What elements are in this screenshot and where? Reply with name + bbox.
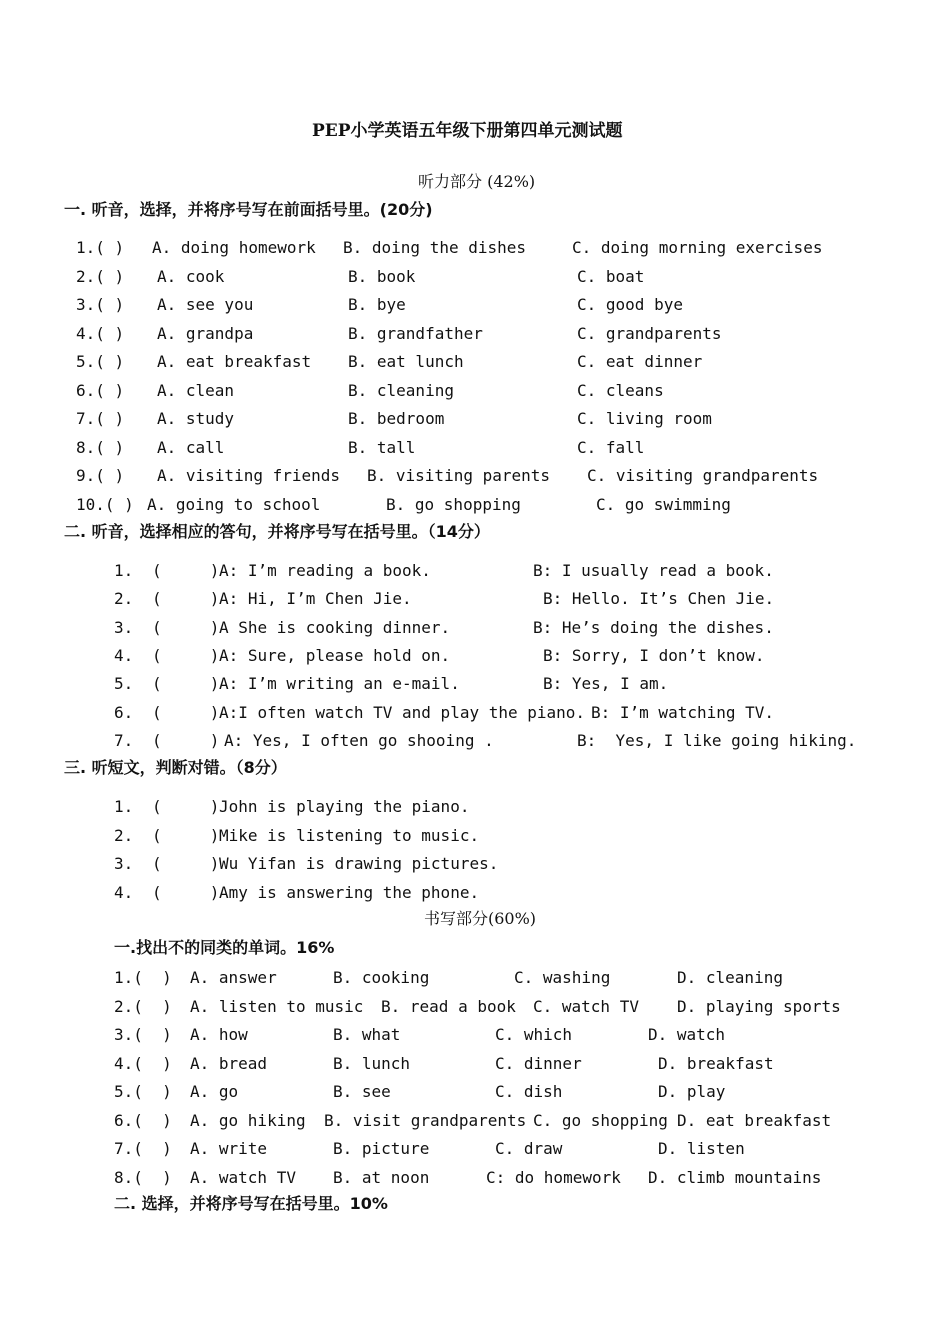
- option-d: D. playing sports: [677, 996, 841, 1016]
- question-number: 2.: [114, 825, 134, 845]
- option-a: A. watch TV: [190, 1167, 296, 1187]
- option-a: A. call: [157, 437, 225, 457]
- option-d: D. climb mountains: [648, 1167, 822, 1187]
- choice-a: A: I’m writing an e-mail.: [219, 674, 460, 694]
- choice-a: A She is cooking dinner.: [219, 617, 451, 637]
- option-a: A. see you: [157, 295, 254, 314]
- option-c: C. living room: [577, 409, 712, 428]
- option-a: A. how: [190, 1025, 248, 1044]
- option-c: C. go swimming: [596, 494, 731, 514]
- question-number: 6.( ): [114, 1110, 172, 1130]
- option-c: C. visiting grandparents: [587, 466, 819, 485]
- question-number: 2.( ): [114, 996, 172, 1016]
- option-b: B. cleaning: [348, 380, 454, 400]
- option-a: A. study: [157, 409, 235, 428]
- option-d: D. cleaning: [677, 968, 783, 987]
- option-b: B. what: [333, 1025, 401, 1044]
- answer-bracket: ( ): [152, 797, 220, 816]
- option-b: B. go shopping: [386, 494, 521, 514]
- option-a: A. go: [190, 1082, 239, 1101]
- question-number: 1.: [114, 797, 134, 816]
- option-a: A. visiting friends: [157, 466, 341, 485]
- listening-heading: 听力部分 (42%): [418, 172, 536, 191]
- option-d: D. watch: [648, 1025, 726, 1044]
- question-number: 7.( ): [76, 409, 125, 428]
- option-b: B. picture: [333, 1139, 430, 1158]
- question-number: 1.: [114, 561, 134, 580]
- option-a: A. cook: [157, 266, 225, 286]
- option-a: A. listen to music: [190, 996, 364, 1016]
- question-number: 6.( ): [76, 380, 125, 400]
- option-a: A. write: [190, 1139, 268, 1158]
- answer-bracket: ( ): [152, 730, 220, 750]
- option-c: C. washing: [514, 968, 611, 987]
- question-number: 4.: [114, 645, 134, 665]
- question-number: 4.( ): [76, 323, 125, 343]
- option-c: C. draw: [495, 1139, 563, 1158]
- option-a: A. clean: [157, 380, 235, 400]
- question-number: 3.( ): [114, 1025, 172, 1044]
- answer-bracket: ( ): [152, 702, 220, 722]
- question-number: 2.( ): [76, 266, 125, 286]
- option-b: B. visit grandparents: [324, 1110, 527, 1130]
- option-c: C. doing morning exercises: [572, 238, 823, 257]
- choice-a: A: Yes, I often go shooing .: [224, 730, 494, 750]
- section-1-heading: 一. 听音，选择，并将序号写在前面括号里。(20分): [64, 200, 433, 219]
- answer-bracket: ( ): [152, 882, 220, 902]
- choice-a: A:I often watch TV and play the piano.: [219, 702, 586, 722]
- option-b: B. cooking: [333, 968, 430, 987]
- option-a: A. eat breakfast: [157, 352, 312, 371]
- option-a: A. doing homework: [152, 238, 316, 257]
- question-number: 8.( ): [76, 437, 125, 457]
- option-c: C. good bye: [577, 295, 683, 314]
- option-a: A. answer: [190, 968, 277, 987]
- option-c: C. go shopping: [533, 1110, 668, 1130]
- question-number: 9.( ): [76, 466, 125, 485]
- option-c: C. watch TV: [533, 996, 639, 1016]
- option-b: B. tall: [348, 437, 416, 457]
- document-title: PEP小学英语五年级下册第四单元测试题: [312, 121, 623, 141]
- answer-bracket: ( ): [152, 617, 220, 637]
- option-b: B. lunch: [333, 1053, 411, 1073]
- statement-text: Amy is answering the phone.: [219, 882, 480, 902]
- question-number: 3.: [114, 617, 134, 637]
- choice-b: B: Yes, I am.: [543, 674, 669, 694]
- question-number: 5.( ): [114, 1082, 172, 1101]
- option-b: B. visiting parents: [367, 466, 551, 485]
- question-number: 10.( ): [76, 494, 134, 514]
- question-number: 4.( ): [114, 1053, 172, 1073]
- option-b: B. bedroom: [348, 409, 445, 428]
- section-3-heading: 三. 听短文，判断对错。（8分）: [64, 758, 287, 777]
- question-number: 1.( ): [114, 968, 172, 987]
- option-b: B. at noon: [333, 1167, 430, 1187]
- question-number: 7.( ): [114, 1139, 172, 1158]
- section-4-heading: 一.找出不的同类的单词。16%: [114, 938, 335, 957]
- question-number: 2.: [114, 589, 134, 609]
- answer-bracket: ( ): [152, 589, 220, 609]
- choice-b: B: I’m watching TV.: [591, 702, 775, 722]
- choice-b: B: Hello. It’s Chen Jie.: [543, 589, 775, 609]
- section-2-heading: 二. 听音，选择相应的答句，并将序号写在括号里。（14分）: [64, 522, 490, 541]
- option-a: A. bread: [190, 1053, 268, 1073]
- option-b: B. bye: [348, 295, 406, 314]
- statement-text: John is playing the piano.: [219, 797, 470, 816]
- option-c: C. eat dinner: [577, 352, 703, 371]
- choice-b: B: He’s doing the dishes.: [533, 617, 774, 637]
- answer-bracket: ( ): [152, 674, 220, 694]
- question-number: 1.( ): [76, 238, 125, 257]
- option-b: B. grandfather: [348, 323, 483, 343]
- question-number: 3.: [114, 854, 134, 873]
- option-b: B. see: [333, 1082, 391, 1101]
- question-number: 4.: [114, 882, 134, 902]
- option-d: D. play: [658, 1082, 726, 1101]
- question-number: 7.: [114, 730, 134, 750]
- section-5-heading: 二. 选择，并将序号写在括号里。10%: [114, 1194, 388, 1213]
- question-number: 6.: [114, 702, 134, 722]
- answer-bracket: ( ): [152, 825, 220, 845]
- statement-text: Wu Yifan is drawing pictures.: [219, 854, 499, 873]
- question-number: 5.: [114, 674, 134, 694]
- writing-heading: 书写部分(60%): [424, 909, 537, 928]
- question-number: 8.( ): [114, 1167, 172, 1187]
- option-a: A. go hiking: [190, 1110, 306, 1130]
- choice-a: A: Sure, please hold on.: [219, 645, 451, 665]
- option-c: C. dinner: [495, 1053, 582, 1073]
- option-c: C. dish: [495, 1082, 563, 1101]
- question-number: 5.( ): [76, 352, 125, 371]
- option-a: A. going to school: [147, 494, 321, 514]
- option-a: A. grandpa: [157, 323, 254, 343]
- option-c: C. cleans: [577, 380, 664, 400]
- choice-a: A: Hi, I’m Chen Jie.: [219, 589, 412, 609]
- option-d: D. listen: [658, 1139, 745, 1158]
- statement-text: Mike is listening to music.: [219, 825, 480, 845]
- option-d: D. eat breakfast: [677, 1110, 832, 1130]
- answer-bracket: ( ): [152, 854, 220, 873]
- option-d: D. breakfast: [658, 1053, 774, 1073]
- option-b: B. doing the dishes: [343, 238, 527, 257]
- choice-b: B: Sorry, I don’t know.: [543, 645, 765, 665]
- option-c: C. boat: [577, 266, 645, 286]
- choice-a: A: I’m reading a book.: [219, 561, 431, 580]
- option-c: C: do homework: [486, 1167, 621, 1187]
- option-b: B. read a book: [381, 996, 516, 1016]
- answer-bracket: ( ): [152, 645, 220, 665]
- option-b: B. book: [348, 266, 416, 286]
- option-c: C. grandparents: [577, 323, 722, 343]
- option-c: C. fall: [577, 437, 645, 457]
- option-b: B. eat lunch: [348, 352, 464, 371]
- choice-b: B: I usually read a book.: [533, 561, 774, 580]
- question-number: 3.( ): [76, 295, 125, 314]
- option-c: C. which: [495, 1025, 573, 1044]
- choice-b: B: Yes, I like going hiking.: [577, 730, 857, 750]
- answer-bracket: ( ): [152, 561, 220, 580]
